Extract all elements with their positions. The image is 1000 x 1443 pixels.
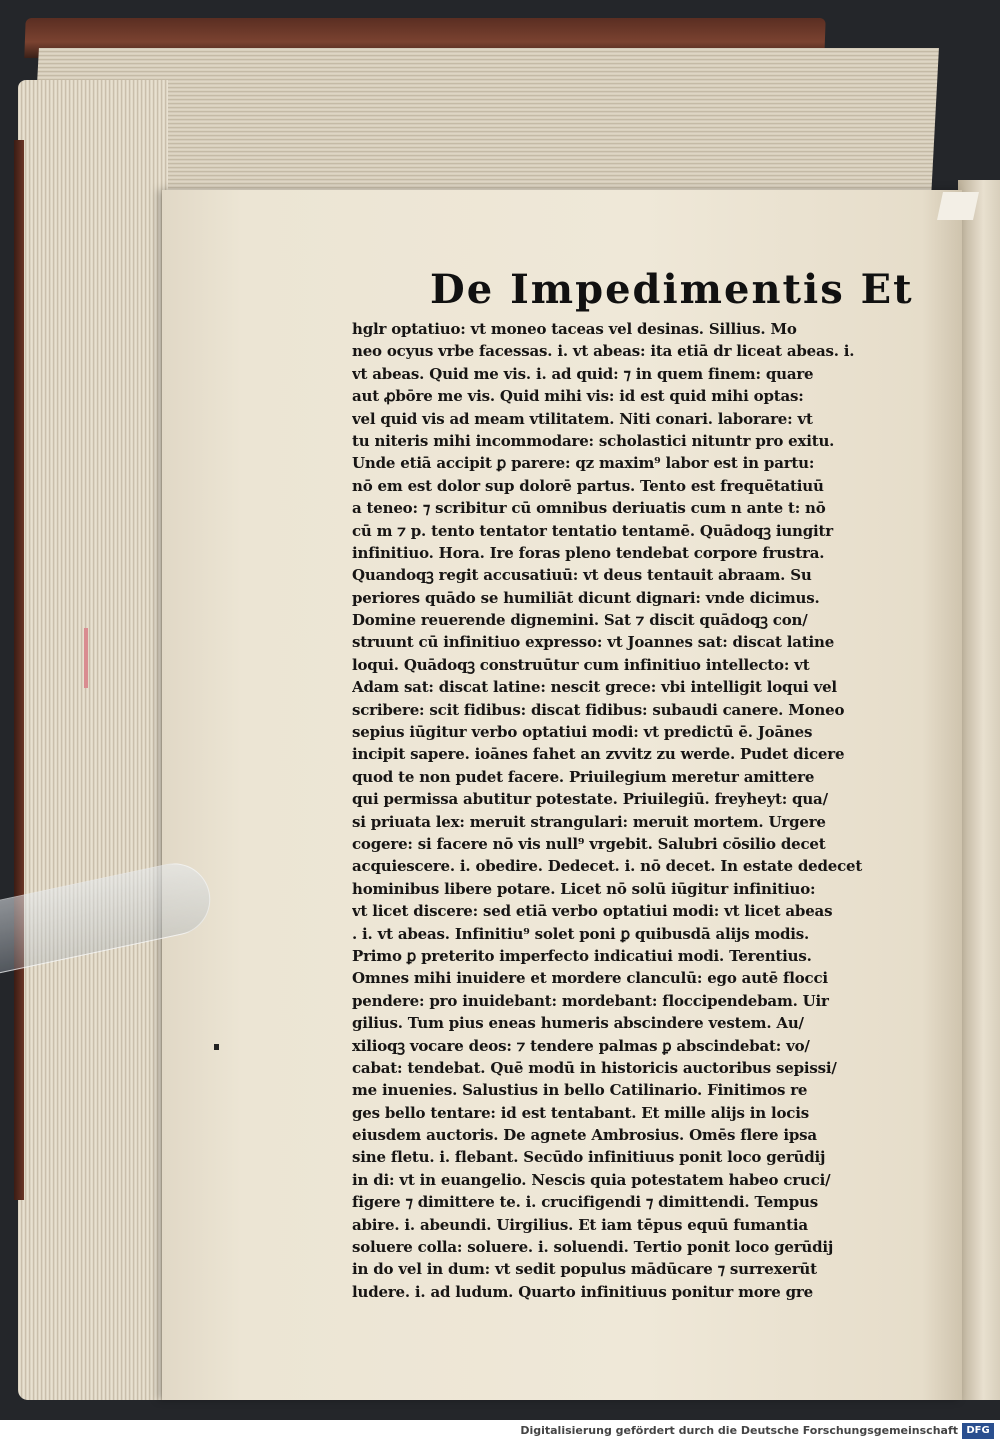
text-line: sepius iūgitur verbo optatiui modi: vt predictū ē. Joānes bbox=[352, 723, 813, 742]
text-line: figere ⁊ dimittere te. i. crucifigendi ⁊ dimittendi. Tempus bbox=[352, 1193, 818, 1212]
text-line: hominibus libere potare. Licet nō solū iūgitur infinitiuo: bbox=[352, 879, 816, 898]
page-stack-edge bbox=[18, 80, 168, 1400]
text-line: struunt cū infinitiuo expresso: vt Joannes sat: discat latine bbox=[352, 633, 835, 652]
dfg-logo: DFG bbox=[962, 1423, 994, 1439]
text-line: a teneo: ⁊ scribitur cū omnibus deriuatis cum n ante t: nō bbox=[352, 499, 826, 518]
text-line: tu niteris mihi incommodare: scholastici nituntr pro exitu. bbox=[352, 431, 835, 450]
text-line: pendere: pro inuidebant: mordebant: floccipendebam. Uir bbox=[352, 991, 829, 1010]
text-line: eiusdem auctoris. De agnete Ambrosius. Omēs flere ipsa bbox=[352, 1126, 817, 1145]
text-line: me inuenies. Salustius in bello Catilinario. Finitimos re bbox=[352, 1081, 808, 1100]
facing-page bbox=[958, 180, 1000, 1400]
text-line: qui permissa abutitur potestate. Priuilegiū. freyheyt: qua/ bbox=[352, 790, 828, 809]
footer-bar bbox=[0, 1420, 1000, 1443]
text-line: abire. i. abeundi. Uirgilius. Et iam tēpus equū fumantia bbox=[352, 1215, 808, 1234]
ink-dot bbox=[214, 1044, 219, 1050]
text-line: xilioqꝫ vocare deos: ⁊ tendere palmas ꝑ abscindebat: vo/ bbox=[352, 1036, 810, 1055]
text-line: infinitiuo. Hora. Ire foras pleno tendebat corpore frustra. bbox=[352, 543, 825, 562]
text-line: cū m ⁊ p. tento tentator tentatio tentamē. Quādoqꝫ iungitr bbox=[352, 521, 833, 540]
text-line: in do vel in dum: vt sedit populus mādūcare ⁊ surrexerūt bbox=[352, 1260, 817, 1279]
edge-mark bbox=[84, 628, 88, 688]
text-line: neo ocyus vrbe facessas. i. vt abeas: ita etiā dr liceat abeas. i. bbox=[352, 342, 855, 361]
body-text bbox=[352, 318, 892, 1303]
text-line: scribere: scit fidibus: discat fidibus: subaudi canere. Moneo bbox=[352, 700, 845, 719]
text-line: acquiescere. i. obedire. Dedecet. i. nō decet. In estate dedecet bbox=[352, 857, 863, 876]
text-line: aut ꝓbōre me vis. Quid mihi vis: id est quid mihi optas: bbox=[352, 387, 804, 406]
text-line: vel quid vis ad meam vtilitatem. Niti conari. laborare: vt bbox=[352, 409, 813, 428]
text-line: soluere colla: soluere. i. soluendi. Tertio ponit loco gerūdij bbox=[352, 1238, 834, 1257]
text-line: cabat: tendebat. Quē modū in historicis auctoribus sepissi/ bbox=[352, 1058, 837, 1077]
text-line: Adam sat: discat latine: nescit grece: vbi intelligit loqui vel bbox=[352, 678, 837, 697]
text-line: Quandoqꝫ regit accusatiuū: vt deus tentauit abraam. Su bbox=[352, 566, 812, 585]
text-line: vt abeas. Quid me vis. i. ad quid: ⁊ in quem finem: quare bbox=[352, 364, 814, 383]
text-line: hglr optatiuo: vt moneo taceas vel desinas. Sillius. Mo bbox=[352, 320, 797, 338]
page-clip bbox=[937, 192, 979, 220]
text-line: ludere. i. ad ludum. Quarto infinitiuus ponitur more gre bbox=[352, 1282, 813, 1301]
page-heading: De Impedimentis Et bbox=[430, 266, 914, 313]
text-line: Omnes mihi inuidere et mordere clanculū: ego autē flocci bbox=[352, 969, 828, 988]
text-line: ges bello tentare: id est tentabant. Et mille alijs in locis bbox=[352, 1103, 809, 1122]
funding-credit: Digitalisierung gefördert durch die Deutsche Forschungsgemeinschaft bbox=[520, 1424, 958, 1437]
text-line: Primo ꝑ preterito imperfecto indicatiui modi. Terentius. bbox=[352, 946, 812, 965]
text-line: sine fletu. i. flebant. Secūdo infinitiuus ponit loco gerūdij bbox=[352, 1148, 826, 1167]
text-line: Domine reuerende dignemini. Sat ⁊ discit quādoqꝫ con/ bbox=[352, 611, 808, 630]
book-cover-left bbox=[14, 140, 24, 1200]
text-line: vt licet discere: sed etiā verbo optatiui modi: vt licet abeas bbox=[352, 902, 833, 921]
text-line: gilius. Tum pius eneas humeris abscindere vestem. Au/ bbox=[352, 1014, 804, 1033]
text-line: periores quādo se humiliāt dicunt dignari: vnde dicimus. bbox=[352, 588, 820, 607]
text-line: cogere: si facere nō vis null⁹ vrgebit. Salubri cōsilio decet bbox=[352, 834, 826, 853]
text-line: Unde etiā accipit ꝑ parere: qz maxim⁹ labor est in partu: bbox=[352, 454, 815, 473]
text-line: quod te non pudet facere. Priuilegium meretur amittere bbox=[352, 767, 815, 786]
text-line: incipit sapere. ioānes fahet an zvvitz zu werde. Pudet dicere bbox=[352, 745, 845, 764]
text-line: in di: vt in euangelio. Nescis quia potestatem habeo cruci/ bbox=[352, 1170, 831, 1189]
text-line: loqui. Quādoqꝫ construūtur cum infinitiuo intellecto: vt bbox=[352, 655, 810, 674]
text-line: si priuata lex: meruit strangulari: meruit mortem. Urgere bbox=[352, 812, 826, 831]
text-line: nō em est dolor sup dolorē partus. Tento est frequētatiuū bbox=[352, 476, 824, 495]
text-line: . i. vt abeas. Infinitiu⁹ solet poni ꝑ quibusdā alijs modis. bbox=[352, 924, 810, 943]
